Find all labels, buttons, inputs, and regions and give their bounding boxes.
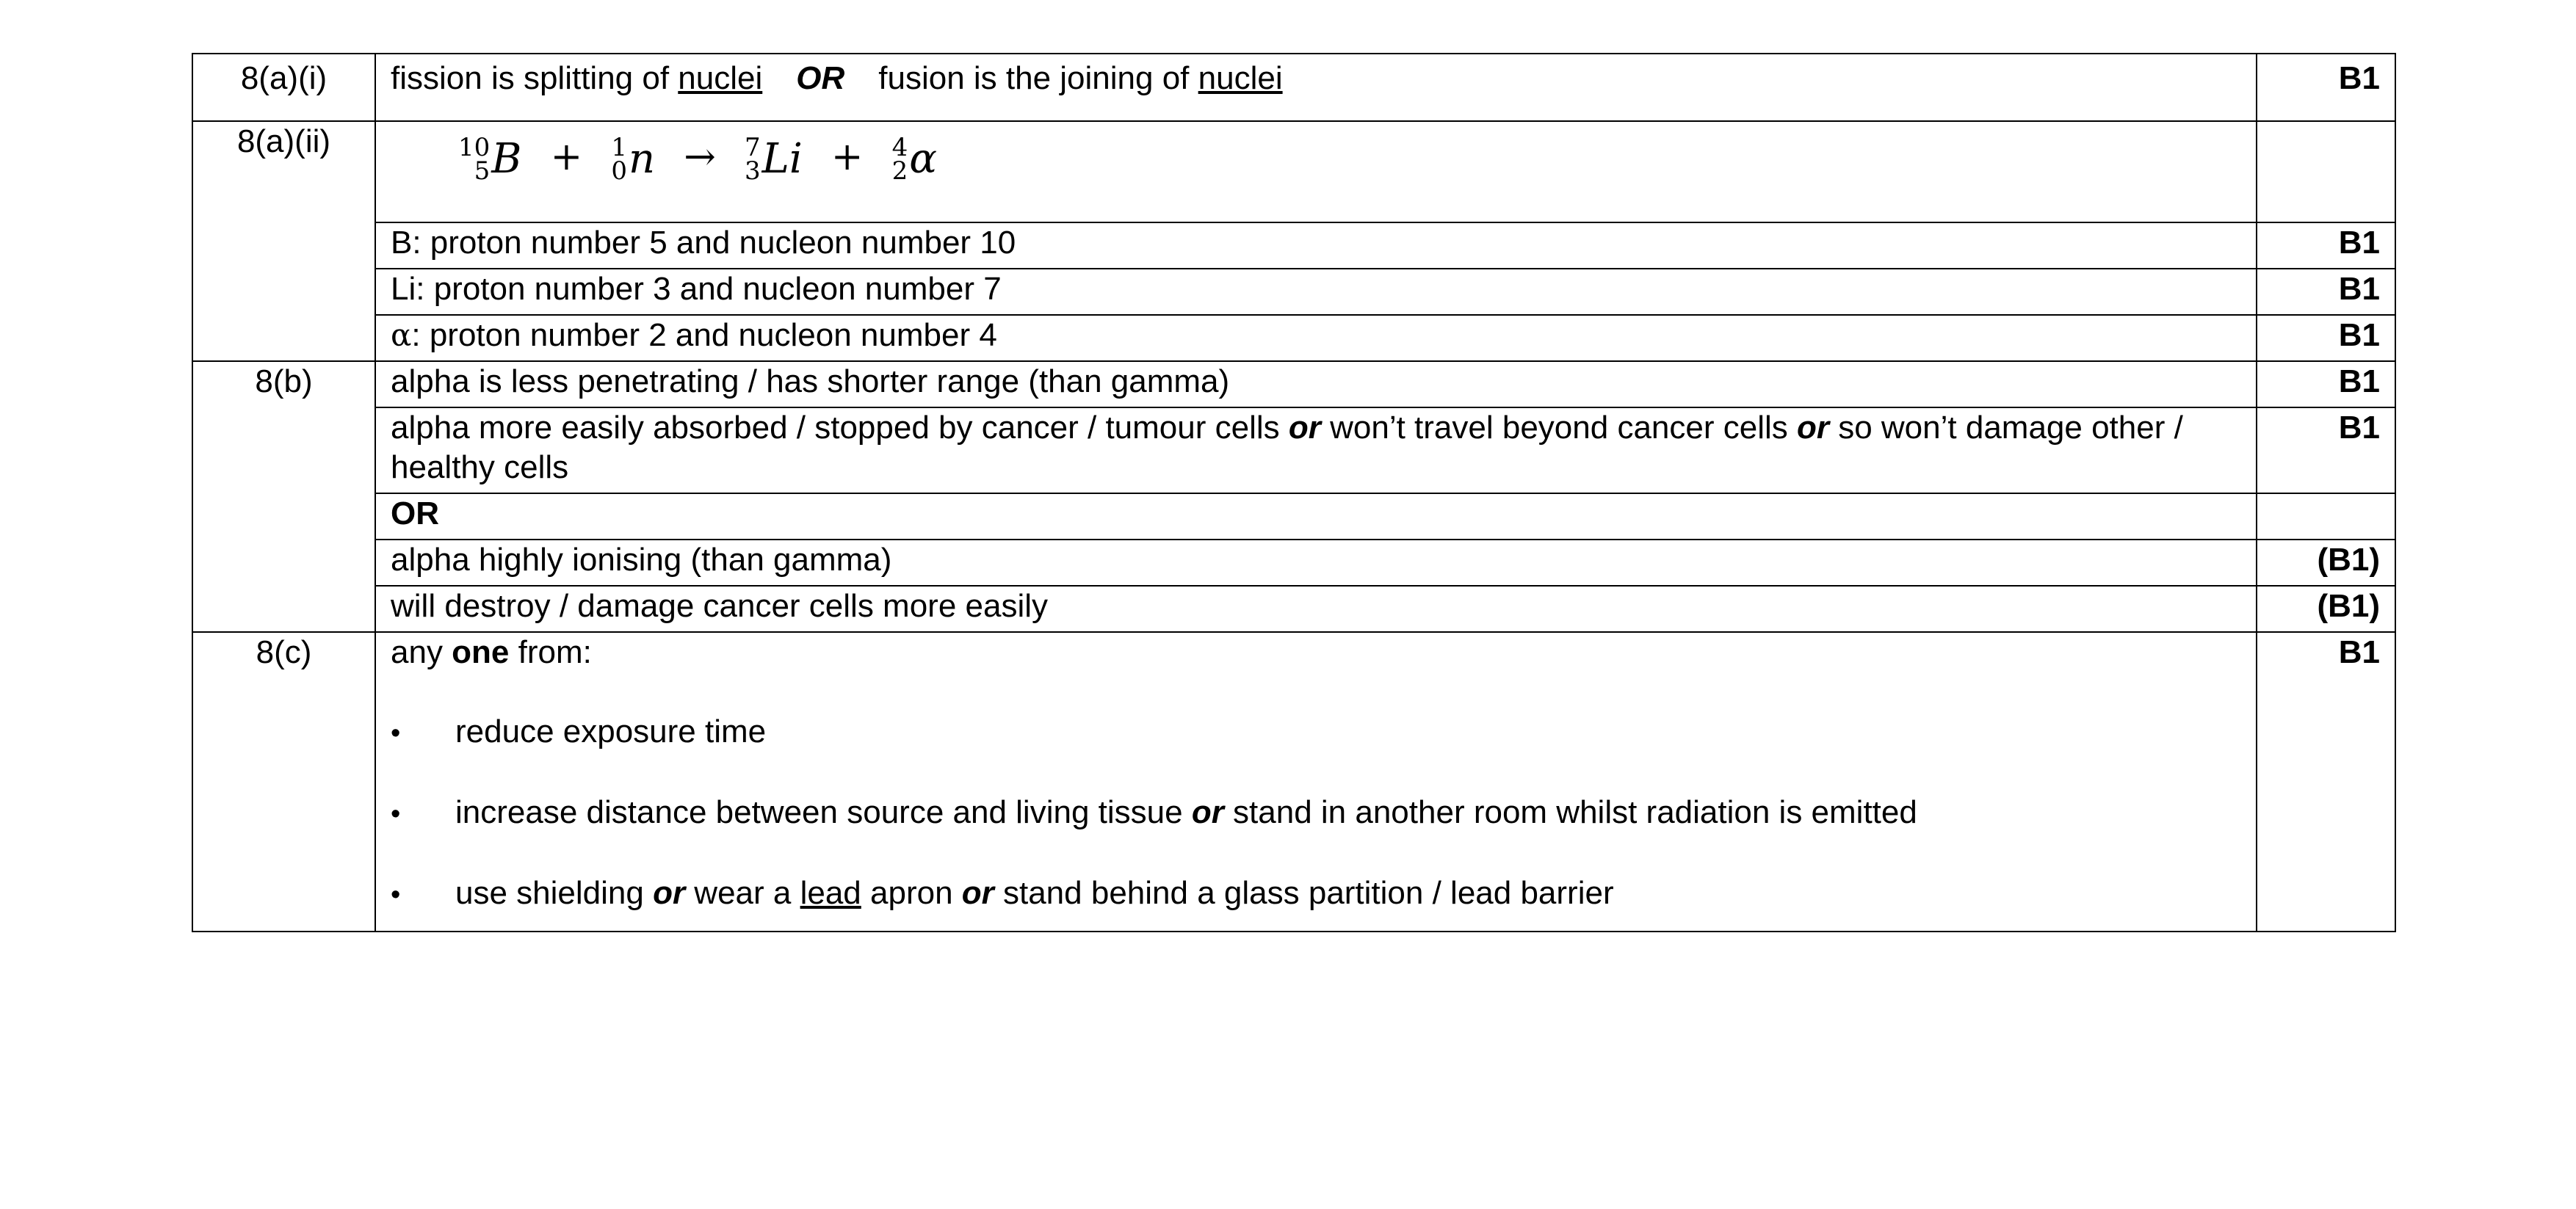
underlined-keyword: nuclei bbox=[1198, 60, 1283, 96]
nuclear-equation bbox=[391, 128, 2241, 185]
bullet-item bbox=[391, 712, 2241, 753]
answer-cell: B: proton number 5 and nucleon number 10 bbox=[375, 222, 2257, 269]
mark-cell: B1 bbox=[2257, 54, 2395, 121]
question-number: 8(a)(ii) bbox=[192, 121, 375, 361]
mark-cell: (B1) bbox=[2257, 540, 2395, 586]
answer-text: fission is splitting of bbox=[391, 60, 679, 96]
mark-cell: (B1) bbox=[2257, 586, 2395, 632]
row-8b-absorbed bbox=[192, 407, 2395, 493]
answer-text: wear a bbox=[685, 875, 800, 911]
answer-text: alpha more easily absorbed / stopped by cancer / tumour cells bbox=[391, 410, 1289, 446]
answer-text: any bbox=[391, 634, 452, 670]
plus-sign: + bbox=[550, 135, 583, 179]
bullet-text bbox=[455, 874, 1614, 913]
equation-cell bbox=[375, 121, 2257, 222]
answer-text: so won’t damage other / healthy cells bbox=[391, 410, 2183, 485]
answer-cell: alpha highly ionising (than gamma) bbox=[375, 540, 2257, 586]
answer-text: apron bbox=[861, 875, 962, 911]
answer-text: use shielding bbox=[455, 875, 654, 911]
answer-text: fusion is the joining of bbox=[878, 60, 1198, 96]
arrow-sign: → bbox=[684, 135, 716, 179]
answer-cell: will destroy / damage cancer cells more easily bbox=[375, 586, 2257, 632]
underlined-keyword: nuclei bbox=[678, 60, 763, 96]
mark-cell bbox=[2257, 493, 2395, 540]
question-number: 8(b) bbox=[192, 361, 375, 632]
nuclide-lithium bbox=[745, 134, 803, 185]
row-8a-i bbox=[192, 54, 2395, 121]
row-8b-destroy bbox=[192, 586, 2395, 632]
mark-cell: B1 bbox=[2257, 407, 2395, 493]
intro-line bbox=[391, 633, 2241, 672]
question-number: 8(c) bbox=[192, 632, 375, 932]
underlined-keyword: lead bbox=[800, 875, 861, 911]
atomic-number: 2 bbox=[891, 156, 908, 186]
nuclide-boron bbox=[458, 134, 521, 185]
or-keyword: or bbox=[1288, 410, 1321, 446]
mark-cell: B1 bbox=[2257, 222, 2395, 269]
row-8b-or bbox=[192, 493, 2395, 540]
row-8b-penetrating bbox=[192, 361, 2395, 407]
atomic-number: 0 bbox=[611, 156, 627, 186]
or-keyword: OR bbox=[796, 60, 845, 96]
or-keyword: or bbox=[1796, 410, 1829, 446]
bullet-item bbox=[391, 874, 2241, 915]
or-heading: OR bbox=[375, 493, 2257, 540]
answer-cell bbox=[375, 315, 2257, 361]
atomic-number: 5 bbox=[474, 156, 491, 186]
mass-number: 7 bbox=[744, 133, 761, 162]
answer-text: stand behind a glass partition / lead barrier bbox=[994, 875, 1614, 911]
alpha-symbol: α bbox=[391, 317, 412, 353]
mass-number: 10 bbox=[458, 133, 491, 162]
row-8c bbox=[192, 632, 2395, 932]
or-keyword: or bbox=[653, 875, 686, 911]
mark-cell: B1 bbox=[2257, 632, 2395, 932]
row-8b-ionising bbox=[192, 540, 2395, 586]
bullet-text: reduce exposure time bbox=[455, 714, 767, 749]
mark-cell bbox=[2257, 121, 2395, 222]
row-8a-ii-equation bbox=[192, 121, 2395, 222]
bullet-item bbox=[391, 793, 2241, 834]
bullet-icon: • bbox=[391, 718, 401, 749]
plus-sign: + bbox=[831, 135, 864, 179]
element-symbol: B bbox=[491, 135, 522, 183]
or-keyword: or bbox=[961, 875, 994, 911]
answer-text: increase distance between source and living tissue bbox=[455, 794, 1192, 830]
mark-scheme-table bbox=[192, 53, 2396, 932]
mark-cell: B1 bbox=[2257, 315, 2395, 361]
question-number: 8(a)(i) bbox=[192, 54, 375, 121]
element-symbol: Li bbox=[761, 135, 803, 183]
row-8a-ii-alpha bbox=[192, 315, 2395, 361]
element-symbol: α bbox=[909, 135, 938, 183]
mark-cell: B1 bbox=[2257, 269, 2395, 315]
row-8a-ii-boron bbox=[192, 222, 2395, 269]
answer-cell: alpha is less penetrating / has shorter range (than gamma) bbox=[375, 361, 2257, 407]
answer-cell bbox=[375, 407, 2257, 493]
answer-cell bbox=[375, 54, 2257, 121]
answer-text: won’t travel beyond cancer cells bbox=[1320, 410, 1797, 446]
mass-number: 1 bbox=[611, 133, 627, 162]
nuclide-neutron bbox=[611, 134, 655, 185]
atomic-number: 3 bbox=[744, 156, 761, 186]
or-keyword: or bbox=[1191, 794, 1224, 830]
bullet-icon: • bbox=[391, 879, 401, 910]
answer-text: from: bbox=[509, 634, 592, 670]
answer-text: stand in another room whilst radiation is emitted bbox=[1223, 794, 1917, 830]
mass-number: 4 bbox=[891, 133, 908, 162]
bullet-text bbox=[455, 793, 1917, 832]
mark-cell: B1 bbox=[2257, 361, 2395, 407]
row-8a-ii-lithium bbox=[192, 269, 2395, 315]
answer-text: : proton number 2 and nucleon number 4 bbox=[411, 317, 997, 353]
element-symbol: n bbox=[628, 135, 656, 183]
answer-cell bbox=[375, 632, 2257, 932]
bold-keyword: one bbox=[452, 634, 510, 670]
bullet-icon: • bbox=[391, 799, 401, 829]
nuclide-alpha bbox=[892, 134, 937, 185]
answer-cell: Li: proton number 3 and nucleon number 7 bbox=[375, 269, 2257, 315]
